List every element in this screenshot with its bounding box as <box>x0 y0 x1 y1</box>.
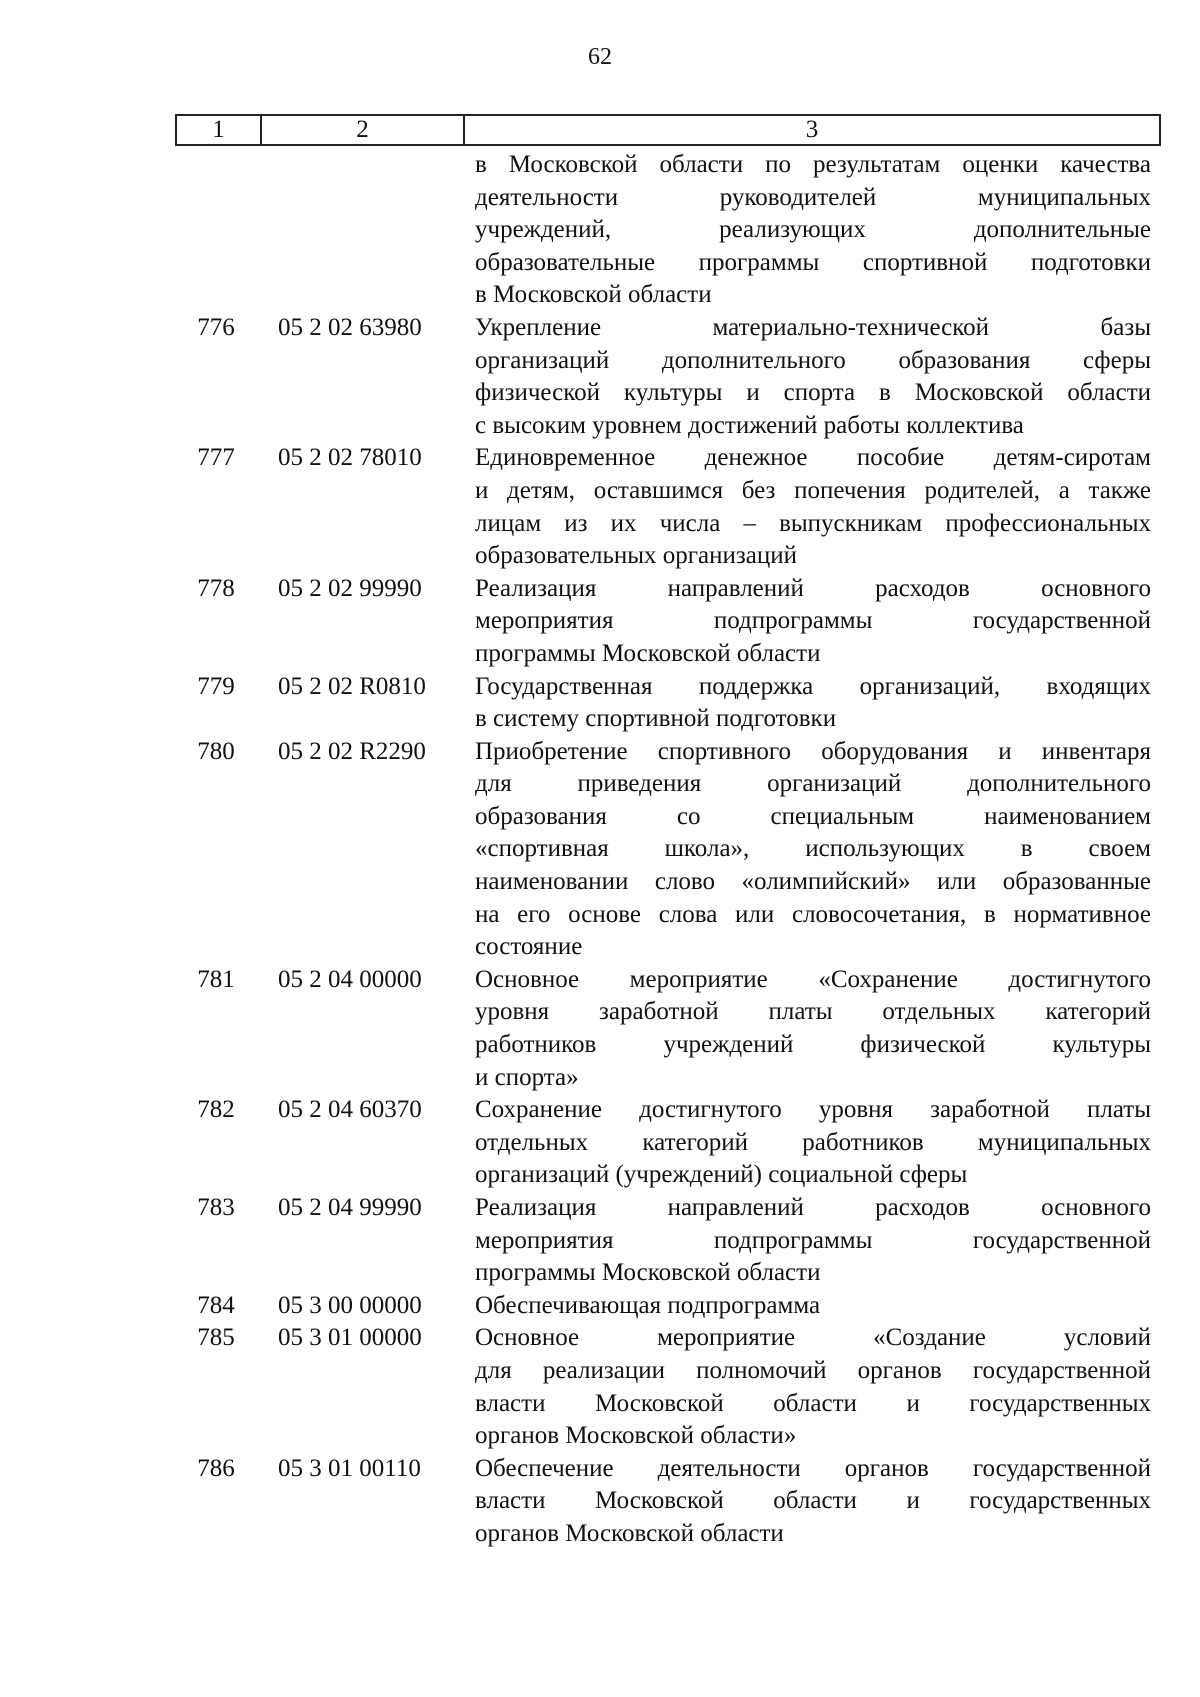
table-row <box>0 312 1200 442</box>
row-description <box>475 1290 1151 1323</box>
description-line: Обеспечивающая подпрограмма <box>475 1291 821 1319</box>
description-line: Реализация направлений расходов основного <box>475 1194 1151 1221</box>
table-column-header <box>175 114 1161 146</box>
description-line: организаций (учреждений) социальной сферы <box>475 1161 968 1189</box>
table-row <box>0 149 1200 312</box>
description-line: власти Московской области и государственных <box>475 1487 1151 1515</box>
row-code: 05 2 04 60370 <box>278 1096 422 1124</box>
table-row <box>0 573 1200 671</box>
row-code: 05 2 02 78010 <box>278 444 422 472</box>
row-number: 781 <box>197 965 235 993</box>
description-line: Реализация направлений расходов основного <box>475 574 1151 602</box>
row-code: 05 3 00 00000 <box>278 1291 422 1319</box>
description-line: физической культуры и спорта в Московской области <box>475 379 1151 407</box>
description-line: образовательных организаций <box>475 542 798 570</box>
row-description <box>475 312 1151 442</box>
description-line: для приведения организаций дополнительного <box>475 770 1151 798</box>
table-row <box>0 442 1200 572</box>
description-line: на его основе слова или словосочетания, в нормативное <box>475 900 1151 928</box>
description-line: и детям, оставшимся без попечения родителей, а также <box>475 476 1151 504</box>
description-line: образовательные программы спортивной подготовки <box>475 248 1151 276</box>
column-3-header: 3 <box>805 116 819 143</box>
table-row <box>0 964 1200 1094</box>
table-row <box>0 736 1200 964</box>
description-line: в систему спортивной подготовки <box>475 705 837 733</box>
row-description <box>475 149 1151 312</box>
row-code: 05 2 04 99990 <box>278 1194 422 1221</box>
table-row <box>0 1322 1200 1452</box>
description-line: мероприятия подпрограммы государственной <box>475 607 1151 635</box>
description-line: организаций дополнительного образования сферы <box>475 346 1151 374</box>
page-number: 62 <box>588 44 612 70</box>
row-number: 785 <box>197 1324 235 1352</box>
row-code: 05 2 02 63980 <box>278 313 422 341</box>
description-line: Государственная поддержка организаций, входящих <box>475 672 1151 700</box>
description-line: Укрепление материально-технической базы <box>475 313 1151 341</box>
table-row <box>0 1094 1200 1192</box>
row-code: 05 3 01 00000 <box>278 1324 422 1352</box>
row-number: 786 <box>197 1454 235 1482</box>
description-line: программы Московской области <box>475 1259 821 1287</box>
description-line: мероприятия подпрограммы государственной <box>475 1226 1151 1254</box>
row-number: 777 <box>197 444 235 472</box>
row-description <box>475 1322 1151 1452</box>
row-code: 05 2 02 R2290 <box>278 737 426 765</box>
description-line: наименовании слово «олимпийский» или образованные <box>475 868 1151 896</box>
row-description <box>475 442 1151 572</box>
description-line: с высоким уровнем достижений работы коллектива <box>475 411 1024 439</box>
table-row <box>0 671 1200 736</box>
row-number: 783 <box>197 1194 235 1221</box>
table-row <box>0 1453 1200 1551</box>
description-line: отдельных категорий работников муниципальных <box>475 1128 1151 1156</box>
description-line: работников учреждений физической культуры <box>475 1031 1151 1059</box>
row-description <box>475 671 1151 736</box>
description-line: органов Московской области <box>475 1519 784 1547</box>
table-row <box>0 1290 1200 1323</box>
column-2-header: 2 <box>262 116 465 144</box>
description-line: Основное мероприятие «Сохранение достигнутого <box>475 965 1151 993</box>
row-number: 780 <box>197 737 235 765</box>
row-code: 05 2 02 R0810 <box>278 672 426 700</box>
description-line: Приобретение спортивного оборудования и инвентаря <box>475 737 1151 765</box>
description-line: учреждений, реализующих дополнительные <box>475 216 1151 244</box>
description-line: органов Московской области» <box>475 1422 797 1450</box>
row-number: 784 <box>197 1291 235 1319</box>
row-description <box>475 1192 1151 1290</box>
row-description <box>475 736 1151 964</box>
row-code: 05 2 02 99990 <box>278 574 422 602</box>
row-number: 779 <box>197 672 235 700</box>
row-number: 776 <box>197 313 235 341</box>
row-description <box>475 1453 1151 1551</box>
description-line: Единовременное денежное пособие детям-сиротам <box>475 444 1151 472</box>
description-line: «спортивная школа», использующих в своем <box>475 835 1151 863</box>
description-line: Основное мероприятие «Создание условий <box>475 1324 1151 1352</box>
description-line: и спорта» <box>475 1063 579 1091</box>
row-code: 05 3 01 00110 <box>278 1454 421 1482</box>
description-line: состояние <box>475 933 583 961</box>
description-line: Обеспечение деятельности органов государственной <box>475 1454 1151 1482</box>
row-description <box>475 964 1151 1094</box>
description-line: деятельности руководителей муниципальных <box>475 183 1151 211</box>
description-line: уровня заработной платы отдельных категорий <box>475 998 1151 1026</box>
description-line: образования со специальным наименованием <box>475 802 1151 830</box>
row-number: 782 <box>197 1096 235 1124</box>
row-number: 778 <box>197 574 235 602</box>
table-row <box>0 1192 1200 1290</box>
description-line: программы Московской области <box>475 639 821 667</box>
description-line: власти Московской области и государственных <box>475 1389 1151 1417</box>
row-code: 05 2 04 00000 <box>278 965 422 993</box>
column-1-header: 1 <box>177 116 262 144</box>
description-line: Сохранение достигнутого уровня заработной платы <box>475 1096 1151 1124</box>
description-line: в Московской области <box>475 281 712 309</box>
table-body <box>0 149 1200 1551</box>
description-line: для реализации полномочий органов государственной <box>475 1356 1151 1384</box>
description-line: в Московской области по результатам оценки качества <box>475 151 1151 178</box>
description-line: лицам из их числа – выпускникам профессиональных <box>475 509 1151 537</box>
row-description <box>475 1094 1151 1192</box>
row-description <box>475 573 1151 671</box>
